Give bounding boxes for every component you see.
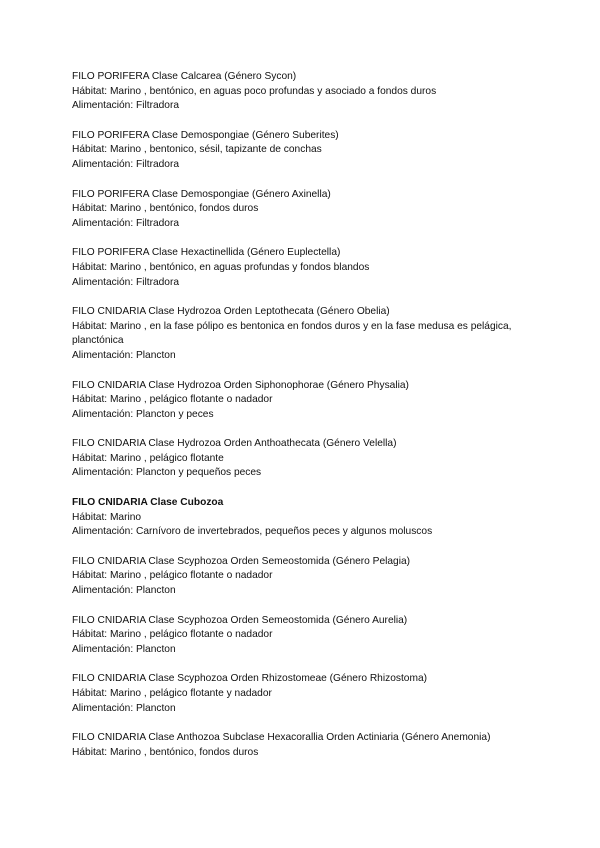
entry-title: FILO CNIDARIA Clase Hydrozoa Orden Leptothecata (Género Obelia) — [72, 306, 390, 318]
entry-food: Alimentación: Carnívoro de invertebrados, pequeños peces y algunos moluscos — [72, 526, 433, 538]
entry-title: FILO PORIFERA Clase Demospongiae (Género Suberites) — [72, 129, 339, 141]
entry-habitat: Hábitat: Marino , pelágico flotante y nadador — [72, 688, 272, 699]
entry-food: Alimentación: Plancton — [72, 702, 176, 714]
entry-rhizostoma — [72, 672, 532, 716]
entry-axinella — [72, 188, 532, 232]
entry-title: FILO CNIDARIA Clase Scyphozoa Orden Semeostomida (Género Pelagia) — [72, 555, 411, 567]
entry-food: Alimentación: Plancton — [72, 349, 176, 361]
entry-food: Alimentación: Filtradora — [72, 158, 180, 170]
entry-physalia — [72, 379, 532, 423]
entry-food: Alimentación: Filtradora — [72, 100, 180, 112]
entry-euplectella — [72, 246, 532, 290]
entry-habitat: Hábitat: Marino , bentónico, en aguas poco profundas y asociado a fondos duros — [72, 85, 437, 97]
entry-food: Alimentación: Plancton y pequeños peces — [72, 467, 262, 479]
entry-food: Alimentación: Plancton — [72, 585, 176, 597]
entry-title: FILO PORIFERA Clase Hexactinellida (Género Euplectella) — [72, 247, 341, 259]
entry-habitat: Hábitat: Marino — [72, 511, 142, 523]
entry-food: Alimentación: Filtradora — [72, 276, 180, 288]
entry-pelagia — [72, 555, 532, 599]
entry-suberites — [72, 129, 532, 173]
entry-habitat: Hábitat: Marino , pelágico flotante o nadador — [72, 629, 273, 641]
entry-obelia — [72, 305, 532, 363]
entry-food: Alimentación: Plancton — [72, 643, 176, 655]
entry-habitat: Hábitat: Marino , bentonico, sésil, tapizante de conchas — [72, 144, 322, 156]
entry-aurelia — [72, 614, 532, 658]
entry-sycon — [72, 70, 532, 114]
entry-food: Alimentación: Plancton y peces — [72, 408, 214, 420]
entry-anemonia — [72, 731, 532, 760]
entry-title: FILO PORIFERA Clase Demospongiae (Género Axinella) — [72, 188, 331, 200]
entry-title: FILO CNIDARIA Clase Anthozoa Subclase Hexacorallia Orden Actiniaria (Género Anemonia) — [72, 732, 491, 744]
entry-title: FILO CNIDARIA Clase Hydrozoa Orden Siphonophorae (Género Physalia) — [72, 379, 409, 391]
entry-habitat: Hábitat: Marino , pelágico flotante o nadador — [72, 570, 273, 582]
entry-title: FILO CNIDARIA Clase Scyphozoa Orden Rhizostomeae (Género Rhizostoma) — [72, 673, 428, 685]
entry-habitat: Hábitat: Marino , bentónico, fondos duros — [72, 203, 259, 215]
entry-title: FILO CNIDARIA Clase Scyphozoa Orden Semeostomida (Género Aurelia) — [72, 614, 408, 626]
document-page — [72, 70, 532, 775]
entry-habitat: Hábitat: Marino , bentónico, en aguas profundas y fondos blandos — [72, 261, 370, 273]
entry-habitat: Hábitat: Marino , pelágico flotante o nadador — [72, 394, 273, 406]
entry-title: FILO CNIDARIA Clase Cubozoa — [72, 497, 224, 509]
entry-food: Alimentación: Filtradora — [72, 217, 180, 229]
entry-habitat: Hábitat: Marino , pelágico flotante — [72, 452, 224, 464]
entry-cubozoa — [72, 496, 532, 540]
entry-velella — [72, 437, 532, 481]
entry-title: FILO PORIFERA Clase Calcarea (Género Sycon) — [72, 71, 297, 82]
entry-title: FILO CNIDARIA Clase Hydrozoa Orden Anthoathecata (Género Velella) — [72, 438, 397, 450]
entry-habitat: Hábitat: Marino , bentónico, fondos duros — [72, 746, 259, 758]
entry-habitat: Hábitat: Marino , en la fase pólipo es bentonica en fondos duros y en la fase medusa es pelágica, planctónica — [72, 320, 512, 347]
